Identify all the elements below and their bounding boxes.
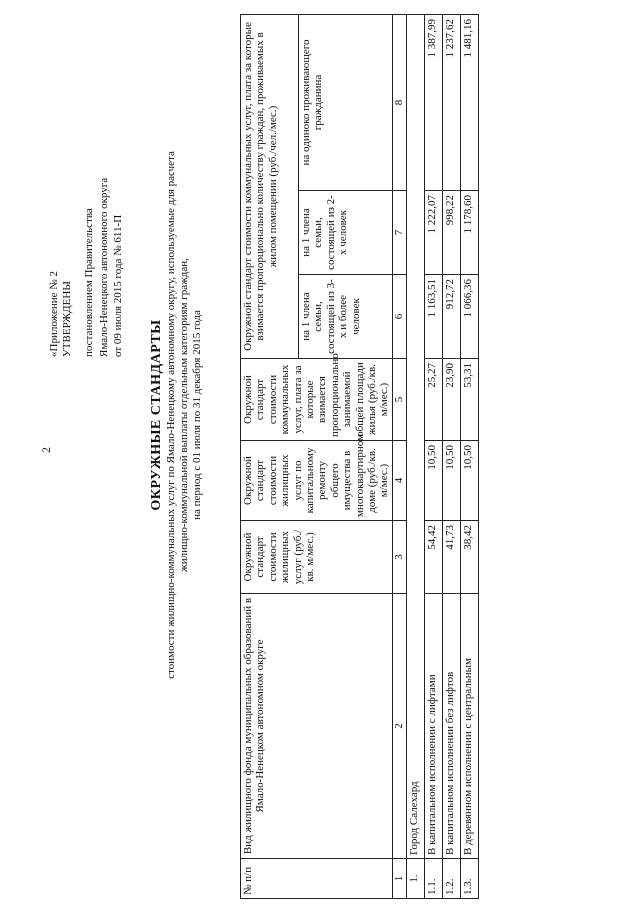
- column-number: 8: [392, 14, 406, 190]
- row-number: 1.1.: [424, 859, 442, 899]
- approved-label: УТВЕРЖДЕНЫ: [61, 281, 73, 357]
- cell-utilities-area: 53,31: [460, 359, 478, 441]
- cell-utilities-area: 25,27: [424, 359, 442, 441]
- government-line: Ямало-Ненецкого автономного округа: [97, 177, 110, 357]
- table-header-row: [241, 14, 299, 898]
- cell-housing-services: 41,73: [442, 521, 460, 594]
- cell-family-2: 998,22: [442, 191, 460, 275]
- cell-family-3plus: 912,72: [442, 275, 460, 359]
- approval-block: [48, 178, 126, 357]
- cell-housing-services: 38,42: [460, 521, 478, 594]
- column-number: 4: [392, 441, 406, 521]
- resolution-line: постановлением Правительства: [83, 208, 95, 357]
- title-subtitle-3: на период с 01 июля по 31 декабря 2015 года: [191, 310, 203, 520]
- column-number: 2: [392, 594, 406, 859]
- cell-single: 1 237,62: [442, 14, 460, 190]
- cell-housing-services: 54,42: [424, 521, 442, 594]
- table-section-row: [406, 14, 424, 898]
- row-housing-type: В капитальном исполнении без лифтов: [442, 594, 460, 859]
- header-col-number: № п/п: [241, 859, 393, 899]
- page-number: 2: [39, 447, 53, 453]
- column-number: 3: [392, 521, 406, 594]
- title-subtitle-1: стоимости жилищно-коммунальных услуг по Ямало-Ненецкому автономному округу, используемые для расчета: [165, 151, 177, 679]
- appendix-label: «Приложение № 2: [48, 270, 60, 357]
- row-number: 1.2.: [442, 859, 460, 899]
- cell-family-3plus: 1 163,51: [424, 275, 442, 359]
- header-col-family-2: на 1 члена семьи, состоящей из 2-х человек: [299, 191, 393, 275]
- cell-family-2: 1 222,07: [424, 191, 442, 275]
- row-housing-type: В капитальном исполнении с лифтами: [424, 594, 442, 859]
- section-title: Город Салехард: [406, 14, 424, 858]
- header-col-single: на одиноко проживающего гражданина: [299, 14, 393, 190]
- section-number: 1.: [406, 859, 424, 899]
- row-number: 1.3.: [460, 859, 478, 899]
- column-number: 7: [392, 191, 406, 275]
- cell-family-3plus: 1 066,36: [460, 275, 478, 359]
- header-col-family-3plus: на 1 члена семьи, состоящей из 3-х и более человек: [299, 275, 393, 359]
- cell-single: 1 481,16: [460, 14, 478, 190]
- resolution-date: от 09 июля 2015 года № 611-П: [112, 214, 124, 357]
- cell-single: 1 387,99: [424, 14, 442, 190]
- title-subtitle-2: жилищно-коммунальной выплаты отдельным категориям граждан,: [178, 258, 190, 572]
- header-col-capital-repair: Окружной стандарт стоимости жилищных услуг по капитальному ремонту общего имущества в многоквартирном доме (руб./кв. м/мес.): [241, 441, 393, 521]
- table-row: [442, 14, 460, 898]
- column-number: 1: [392, 859, 406, 899]
- column-number: 6: [392, 275, 406, 359]
- header-group-utilities-per-person: Окружной стандарт стоимости коммунальных услуг, плата за которые взимается пропорционально количеству граждан, проживаемых в жилом помещении (руб./чел./мес.): [241, 14, 299, 358]
- row-housing-type: В деревянном исполнении с центральным: [460, 594, 478, 859]
- cell-capital-repair: 10,50: [460, 441, 478, 521]
- cell-utilities-area: 23,90: [442, 359, 460, 441]
- standards-table: [240, 14, 479, 899]
- header-col-housing-services: Окружной стандарт стоимости жилищных услуг (руб./кв. м/мес.): [241, 521, 393, 594]
- document-title: ОКРУЖНЫЕ СТАНДАРТЫ: [149, 319, 164, 511]
- table-row: [424, 14, 442, 898]
- header-col-housing-type: Вид жилищного фонда муниципальных образований в Ямало-Ненецком автономном округе: [241, 594, 393, 859]
- title-block: [150, 25, 204, 805]
- table-row: [460, 14, 478, 898]
- header-col-utilities-area: Окружной стандарт стоимости коммунальных услуг, плата за которые взимается пропорционально занимаемой общей площади жилья (руб./кв. м/мес.): [241, 359, 393, 441]
- cell-capital-repair: 10,50: [424, 441, 442, 521]
- cell-family-2: 1 178,60: [460, 191, 478, 275]
- column-numbers-row: [392, 14, 406, 898]
- column-number: 5: [392, 359, 406, 441]
- cell-capital-repair: 10,50: [442, 441, 460, 521]
